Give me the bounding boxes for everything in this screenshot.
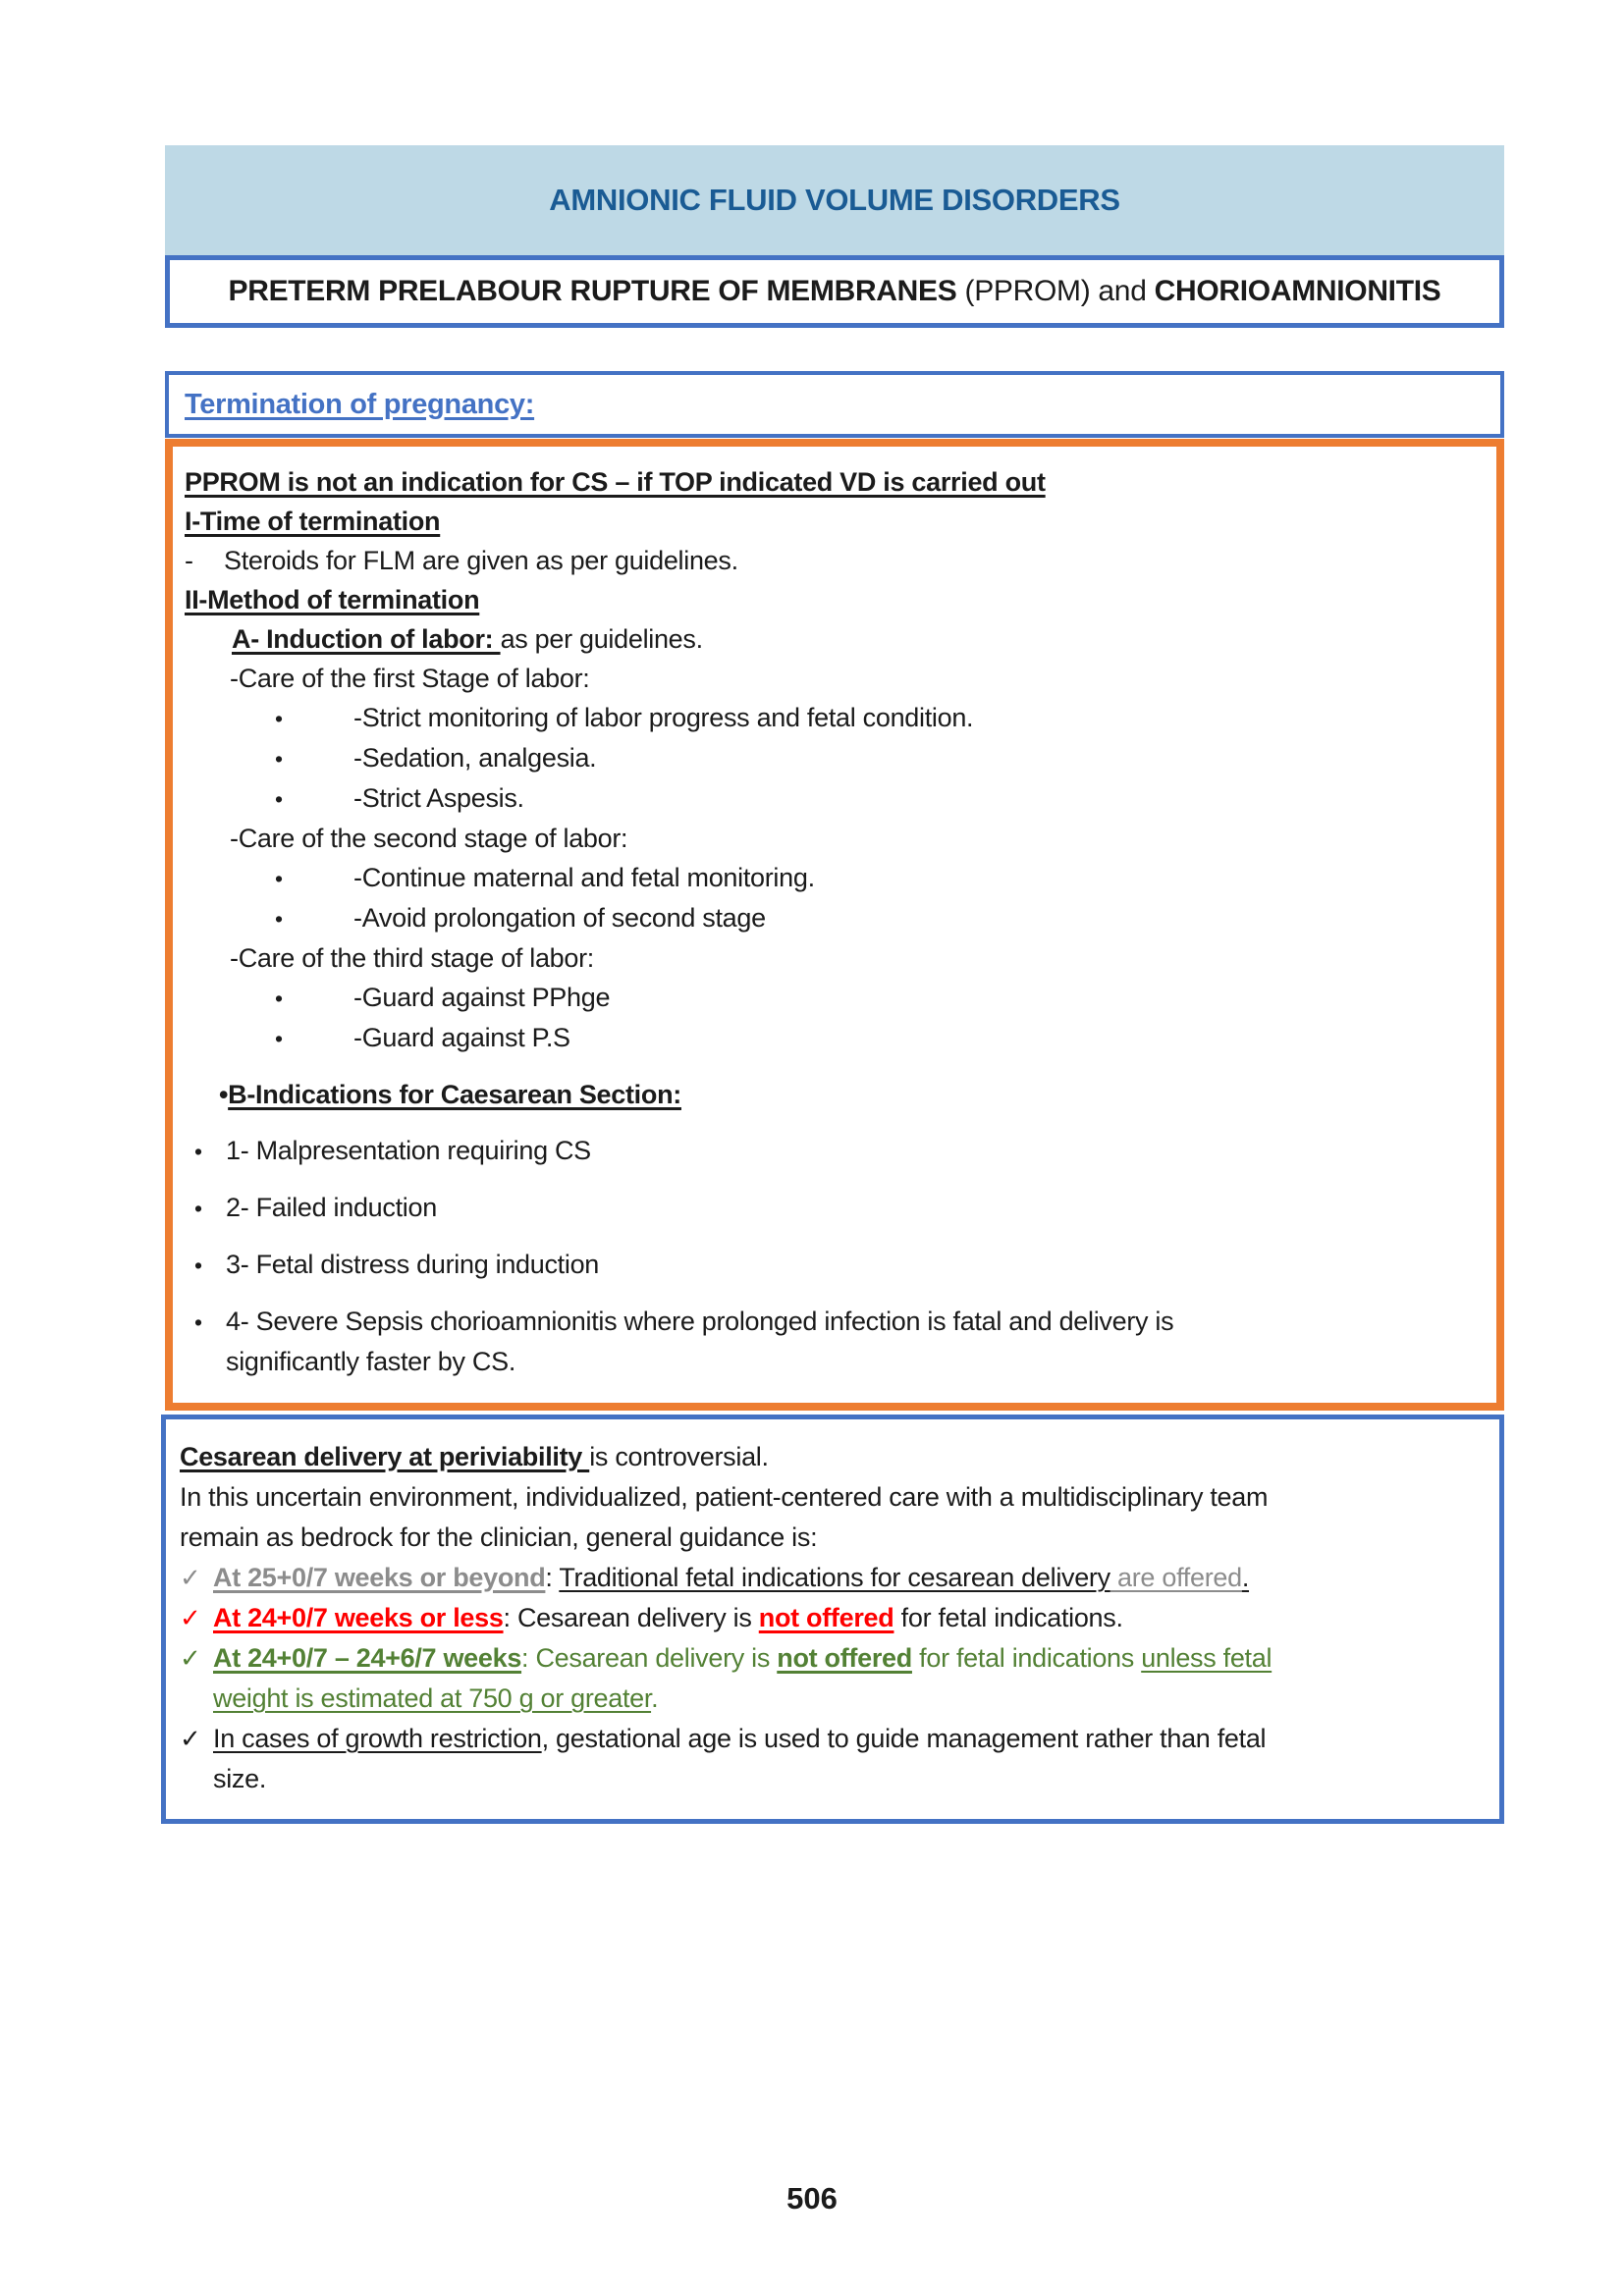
termination-header-box <box>165 371 1504 438</box>
bullet-marker: - <box>185 546 193 575</box>
line-text: •B-Indications for Caesarean Section: <box>219 1080 681 1109</box>
checkmark-icon: ✓ <box>180 1563 201 1592</box>
text-line <box>180 1638 1486 1679</box>
termination-title: Termination of pregnancy: <box>185 388 535 420</box>
checkmark-icon: ✓ <box>180 1724 201 1753</box>
text-line <box>185 1342 1483 1381</box>
line-text: -Guard against P.S <box>353 1023 570 1052</box>
bullet-marker: • <box>275 1026 283 1051</box>
line-text: PRETERM PRELABOUR RUPTURE OF MEMBRANES (PPROM) and CHORIOAMNIONITIS <box>228 275 1441 307</box>
text-line <box>185 978 1483 1018</box>
banner-title-box <box>165 145 1504 255</box>
text-line <box>180 1477 1486 1518</box>
text-line <box>185 1018 1483 1058</box>
text-line <box>185 619 1483 659</box>
checkmark-icon: ✓ <box>180 1643 201 1673</box>
bullet-marker: • <box>194 1253 202 1278</box>
line-text: 1- Malpresentation requiring CS <box>226 1136 591 1165</box>
line-text: In this uncertain environment, individualized, patient-centered care with a multidisciplinary team <box>180 1482 1269 1512</box>
line-text: II-Method of termination <box>185 585 480 614</box>
line-text: -Guard against PPhge <box>353 983 611 1012</box>
text-line <box>185 1245 1483 1285</box>
line-text: -Continue maternal and fetal monitoring. <box>353 863 815 892</box>
line-text: I-Time of termination <box>185 507 441 536</box>
line-text: Cesarean delivery at periviability is controversial. <box>180 1442 769 1471</box>
bullet-marker: • <box>275 986 283 1011</box>
text-line <box>185 659 1483 698</box>
text-line <box>185 938 1483 978</box>
text-line <box>185 502 1483 541</box>
periviability-box <box>161 1415 1504 1824</box>
bullet-marker: • <box>275 866 283 891</box>
text-line <box>185 541 1483 580</box>
text-line <box>185 898 1483 938</box>
text-line <box>185 738 1483 778</box>
termination-content-box <box>165 439 1504 1411</box>
bullet-marker: • <box>275 706 283 731</box>
bullet-marker: • <box>275 786 283 812</box>
text-line <box>185 1075 1483 1114</box>
line-text: At 24+0/7 weeks or less: Cesarean delivery is not offered for fetal indications. <box>213 1603 1123 1632</box>
line-text: 4- Severe Sepsis chorioamnionitis where prolonged infection is fatal and delivery is <box>226 1307 1174 1336</box>
text-line <box>180 1437 1486 1477</box>
bullet-marker: • <box>194 1139 202 1164</box>
text-line <box>185 462 1483 502</box>
text-line <box>185 698 1483 738</box>
line-text: -Strict Aspesis. <box>353 783 524 813</box>
line-text: 3- Fetal distress during induction <box>226 1250 599 1279</box>
line-text: -Care of the third stage of labor: <box>230 943 595 973</box>
text-line <box>180 1598 1486 1638</box>
text-line <box>180 1719 1486 1759</box>
line-text: At 25+0/7 weeks or beyond: Traditional fetal indications for cesarean delivery are offered. <box>213 1563 1250 1592</box>
line-text: In cases of growth restriction, gestational age is used to guide management rather than fetal <box>213 1724 1267 1753</box>
line-text: At 24+0/7 – 24+6/7 weeks: Cesarean delivery is not offered for fetal indications unless fetal <box>213 1643 1272 1673</box>
text-line <box>180 1679 1486 1719</box>
bullet-marker: • <box>194 1196 202 1221</box>
line-text: Steroids for FLM are given as per guidelines. <box>224 546 738 575</box>
line-text: -Strict monitoring of labor progress and fetal condition. <box>353 703 974 732</box>
text-line <box>185 1131 1483 1171</box>
line-text: PPROM is not an indication for CS – if TOP indicated VD is carried out <box>185 467 1046 497</box>
bullet-marker: • <box>275 746 283 772</box>
line-text: remain as bedrock for the clinician, general guidance is: <box>180 1522 818 1552</box>
line-text: size. <box>213 1764 267 1793</box>
line-text: -Sedation, analgesia. <box>353 743 597 773</box>
text-line <box>185 778 1483 819</box>
line-text: weight is estimated at 750 g or greater. <box>213 1683 659 1713</box>
subtitle-box <box>165 255 1504 328</box>
line-text: -Care of the first Stage of labor: <box>230 664 590 693</box>
text-line <box>180 1558 1486 1598</box>
line-text: significantly faster by CS. <box>226 1347 516 1376</box>
checkmark-icon: ✓ <box>180 1603 201 1632</box>
text-line <box>185 580 1483 619</box>
text-line <box>185 819 1483 858</box>
bullet-marker: • <box>275 906 283 932</box>
text-line <box>185 1188 1483 1228</box>
line-text: A- Induction of labor: as per guidelines. <box>232 624 703 654</box>
text-line <box>185 1302 1483 1342</box>
page-title: AMNIONIC FLUID VOLUME DISORDERS <box>549 183 1120 217</box>
text-line <box>185 858 1483 898</box>
text-line <box>180 1518 1486 1558</box>
line-text: -Care of the second stage of labor: <box>230 824 628 853</box>
text-line <box>180 1759 1486 1799</box>
bullet-marker: • <box>194 1309 202 1335</box>
line-text: -Avoid prolongation of second stage <box>353 903 766 933</box>
line-text: 2- Failed induction <box>226 1193 437 1222</box>
text-line <box>229 275 1441 308</box>
page-number: 506 <box>786 2181 838 2216</box>
